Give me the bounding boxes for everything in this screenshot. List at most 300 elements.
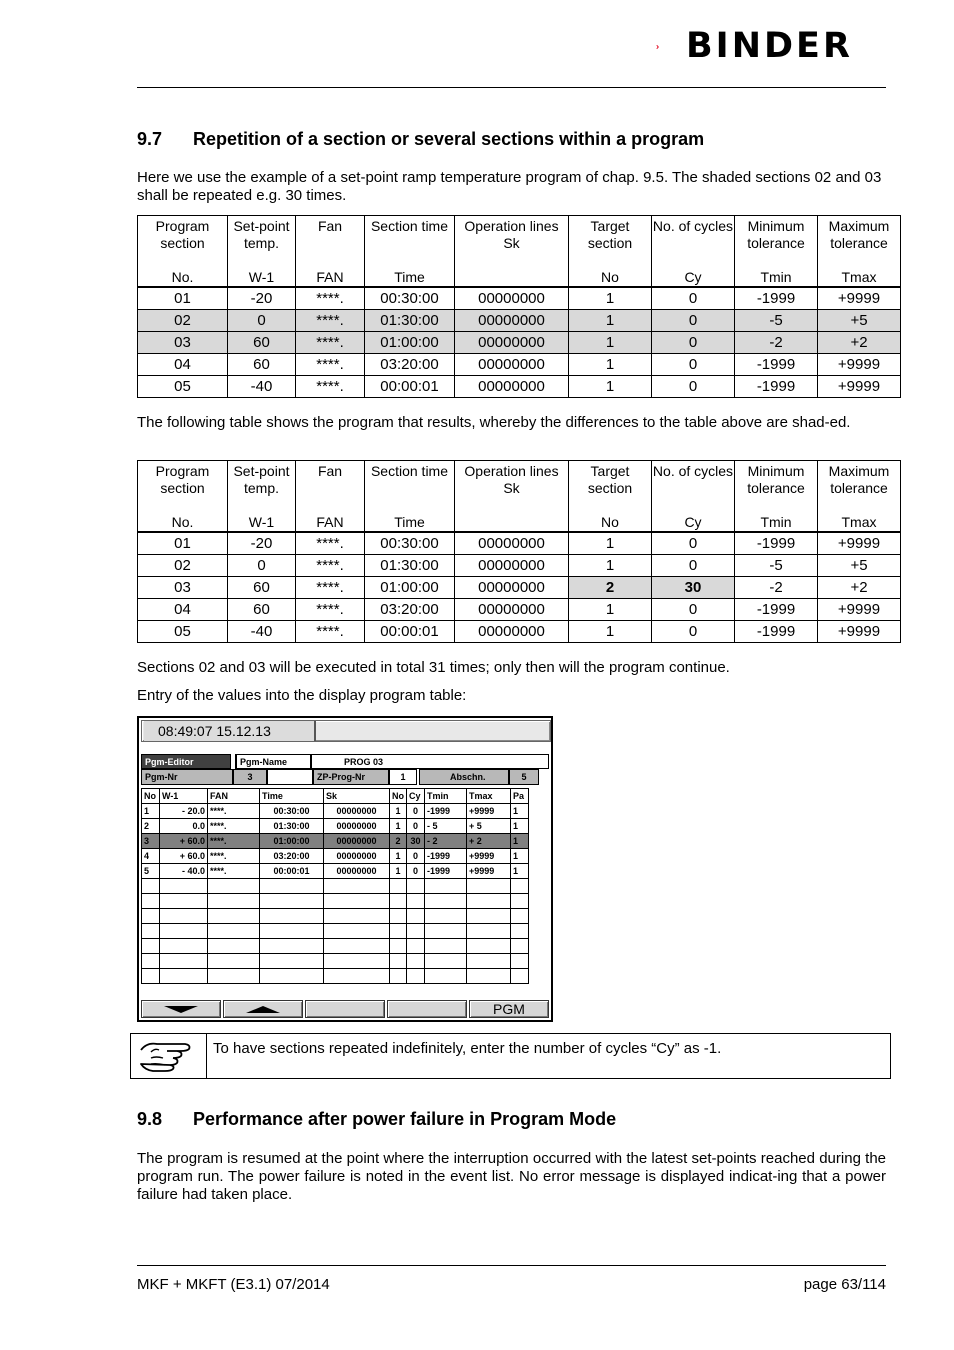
cell-cycles: 30 bbox=[652, 577, 735, 599]
display-table-row[interactable] bbox=[142, 864, 529, 879]
cell-fan: ****. bbox=[296, 310, 365, 332]
header-section-time bbox=[365, 461, 455, 533]
cell-cycles: 0 bbox=[652, 354, 735, 376]
header-label: Program section bbox=[155, 218, 210, 251]
cell-section-time: 01:30:00 bbox=[365, 310, 455, 332]
header-symbol: W-1 bbox=[248, 269, 275, 285]
cell-fan: ****. bbox=[296, 376, 365, 398]
display-empty-cell bbox=[511, 879, 529, 894]
display-empty-cell bbox=[324, 894, 390, 909]
note-cell bbox=[131, 1034, 207, 1078]
display-empty-cell bbox=[160, 924, 208, 939]
display-column-header: Time bbox=[260, 789, 324, 804]
cell-section-no: 05 bbox=[138, 376, 228, 398]
cell-set-point: 60 bbox=[228, 599, 296, 621]
display-column-header: No bbox=[142, 789, 160, 804]
cell-operation-lines: 00000000 bbox=[455, 332, 569, 354]
display-button-bar bbox=[141, 1000, 549, 1018]
header-symbol: Cy bbox=[684, 514, 702, 530]
header-set-point bbox=[228, 461, 296, 533]
header-label: Operation lines Sk bbox=[464, 218, 559, 251]
cell-section-no: 02 bbox=[138, 310, 228, 332]
cell-tmin: -1999 bbox=[735, 287, 818, 310]
display-empty-cell bbox=[142, 894, 160, 909]
between-paragraph: The following table shows the program that results, whereby the differences to the table above are shad-ed. bbox=[137, 414, 851, 431]
display-table-row[interactable] bbox=[142, 819, 529, 834]
pgm-name-value[interactable]: PROG 03 bbox=[311, 754, 549, 769]
display-empty-cell bbox=[142, 939, 160, 954]
display-cell[interactable]: 4 bbox=[142, 849, 160, 864]
blank-button-1[interactable] bbox=[305, 1000, 385, 1018]
blank-button-2[interactable] bbox=[387, 1000, 467, 1018]
header-section-no bbox=[138, 461, 228, 533]
section-heading-9-7 bbox=[137, 128, 704, 150]
display-empty-row bbox=[142, 954, 529, 969]
cell-section-no: 05 bbox=[138, 621, 228, 643]
display-cell[interactable]: -1999 bbox=[425, 849, 467, 864]
cell-fan: ****. bbox=[296, 287, 365, 310]
cell-tmax: +9999 bbox=[818, 621, 901, 643]
display-empty-cell bbox=[425, 909, 467, 924]
display-empty-cell bbox=[160, 909, 208, 924]
display-empty-cell bbox=[390, 954, 407, 969]
display-empty-cell bbox=[324, 954, 390, 969]
display-cell[interactable]: 0 bbox=[407, 819, 425, 834]
display-cell[interactable]: + 60.0 bbox=[160, 834, 208, 849]
cell-set-point: 0 bbox=[228, 555, 296, 577]
display-cell[interactable]: 1 bbox=[390, 849, 407, 864]
header-cycles bbox=[652, 216, 735, 288]
display-empty-cell bbox=[407, 969, 425, 984]
display-cell[interactable]: 2 bbox=[142, 819, 160, 834]
header-tmax bbox=[818, 461, 901, 533]
header-fan bbox=[296, 216, 365, 288]
cell-operation-lines: 00000000 bbox=[455, 310, 569, 332]
display-table-row[interactable] bbox=[142, 804, 529, 819]
display-cell[interactable]: ****. bbox=[208, 864, 260, 879]
display-empty-cell bbox=[511, 954, 529, 969]
display-empty-cell bbox=[407, 924, 425, 939]
display-empty-cell bbox=[142, 879, 160, 894]
display-cell[interactable]: +9999 bbox=[467, 804, 511, 819]
pgm-name-label: Pgm-Name bbox=[235, 754, 311, 769]
display-column-header: Sk bbox=[324, 789, 390, 804]
table-row bbox=[138, 354, 901, 376]
display-cell[interactable]: 1 bbox=[142, 804, 160, 819]
cell-fan: ****. bbox=[296, 599, 365, 621]
cell-set-point: 0 bbox=[228, 310, 296, 332]
header-label: Fan bbox=[317, 218, 343, 234]
display-empty-cell bbox=[425, 894, 467, 909]
display-column-header: Cy bbox=[407, 789, 425, 804]
header-label: Section time bbox=[370, 218, 449, 234]
zp-prog-nr-value[interactable]: 1 bbox=[389, 769, 417, 785]
table-row bbox=[138, 310, 901, 332]
header-symbol bbox=[455, 269, 568, 286]
display-cell[interactable]: 00000000 bbox=[324, 834, 390, 849]
display-cell[interactable]: 00:00:01 bbox=[260, 864, 324, 879]
pgm-nr-value[interactable]: 3 bbox=[233, 769, 267, 785]
cell-tmax: +9999 bbox=[818, 354, 901, 376]
display-empty-cell bbox=[467, 954, 511, 969]
display-empty-cell bbox=[511, 894, 529, 909]
display-title-bar bbox=[141, 720, 551, 742]
cell-target-section: 1 bbox=[569, 287, 652, 310]
header-symbol: Tmax bbox=[841, 514, 877, 530]
display-empty-cell bbox=[407, 939, 425, 954]
header-label: Program section bbox=[155, 463, 210, 496]
header-operation-lines bbox=[455, 216, 569, 288]
display-cell[interactable]: 0.0 bbox=[160, 819, 208, 834]
display-empty-cell bbox=[467, 924, 511, 939]
cell-tmin: -5 bbox=[735, 310, 818, 332]
display-nr-row bbox=[141, 769, 549, 785]
cell-set-point: 60 bbox=[228, 332, 296, 354]
footer-page-number: page 63/114 bbox=[803, 1276, 886, 1293]
display-cell[interactable]: 03:20:00 bbox=[260, 849, 324, 864]
table-row bbox=[138, 376, 901, 398]
header-tmin bbox=[735, 216, 818, 288]
cell-cycles: 0 bbox=[652, 555, 735, 577]
display-cell[interactable]: + 2 bbox=[467, 834, 511, 849]
section-heading-9-8 bbox=[137, 1108, 616, 1130]
cell-section-time: 03:20:00 bbox=[365, 599, 455, 621]
display-cell[interactable]: 00000000 bbox=[324, 804, 390, 819]
display-cell[interactable]: -1999 bbox=[425, 864, 467, 879]
cell-cycles: 0 bbox=[652, 599, 735, 621]
cell-fan: ****. bbox=[296, 332, 365, 354]
header-tmax bbox=[818, 216, 901, 288]
display-empty-cell bbox=[467, 879, 511, 894]
display-empty-row bbox=[142, 879, 529, 894]
display-spacer bbox=[267, 769, 313, 785]
cell-target-section: 2 bbox=[569, 577, 652, 599]
display-empty-cell bbox=[208, 909, 260, 924]
display-empty-row bbox=[142, 939, 529, 954]
header-label: Minimum tolerance bbox=[747, 463, 805, 496]
display-empty-cell bbox=[407, 879, 425, 894]
display-empty-cell bbox=[208, 939, 260, 954]
abschn-value[interactable]: 5 bbox=[509, 769, 539, 785]
header-label: Maximum tolerance bbox=[828, 463, 890, 496]
cell-target-section: 1 bbox=[569, 332, 652, 354]
pgm-button[interactable]: PGM bbox=[469, 1000, 549, 1018]
display-column-header: No bbox=[390, 789, 407, 804]
cell-tmax: +9999 bbox=[818, 599, 901, 621]
cell-target-section: 1 bbox=[569, 555, 652, 577]
cell-section-time: 01:00:00 bbox=[365, 577, 455, 599]
display-cell[interactable]: ****. bbox=[208, 849, 260, 864]
header-symbol: Tmin bbox=[760, 269, 792, 285]
cell-target-section: 1 bbox=[569, 354, 652, 376]
header-label: No. of cycles bbox=[652, 463, 734, 479]
cell-section-time: 00:00:01 bbox=[365, 376, 455, 398]
scroll-up-button[interactable] bbox=[223, 1000, 303, 1018]
display-empty-cell bbox=[324, 939, 390, 954]
header-symbol: Time bbox=[394, 269, 425, 285]
display-empty-cell bbox=[260, 879, 324, 894]
display-empty-cell bbox=[208, 924, 260, 939]
abschn-label: Abschn. bbox=[419, 769, 509, 785]
header-symbol: Cy bbox=[684, 269, 702, 285]
display-empty-cell bbox=[208, 954, 260, 969]
display-cell[interactable]: 0 bbox=[407, 849, 425, 864]
display-empty-cell bbox=[425, 969, 467, 984]
display-empty-cell bbox=[425, 939, 467, 954]
display-empty-cell bbox=[324, 879, 390, 894]
pointing-hand-icon bbox=[137, 1036, 197, 1076]
cell-operation-lines: 00000000 bbox=[455, 555, 569, 577]
cell-tmin: -1999 bbox=[735, 354, 818, 376]
cell-set-point: -40 bbox=[228, 376, 296, 398]
cell-section-no: 03 bbox=[138, 332, 228, 354]
result-paragraph: Sections 02 and 03 will be executed in total 31 times; only then will the program continue. bbox=[137, 659, 730, 676]
header-symbol: W-1 bbox=[248, 514, 275, 530]
cell-tmin: -2 bbox=[735, 577, 818, 599]
cell-fan: ****. bbox=[296, 532, 365, 555]
cell-tmax: +9999 bbox=[818, 287, 901, 310]
table-header-row bbox=[138, 461, 901, 533]
display-cell[interactable]: 0 bbox=[407, 864, 425, 879]
header-label: Target section bbox=[587, 463, 633, 496]
display-empty-cell bbox=[511, 969, 529, 984]
cell-fan: ****. bbox=[296, 555, 365, 577]
section-title: Repetition of a section or several sections within a program bbox=[193, 129, 705, 149]
cell-cycles: 0 bbox=[652, 310, 735, 332]
section-title: Performance after power failure in Program Mode bbox=[193, 1109, 617, 1129]
display-empty-cell bbox=[260, 939, 324, 954]
display-empty-cell bbox=[390, 909, 407, 924]
display-empty-cell bbox=[390, 894, 407, 909]
cell-section-no: 02 bbox=[138, 555, 228, 577]
display-cell[interactable]: 1 bbox=[511, 864, 529, 879]
display-empty-cell bbox=[425, 954, 467, 969]
cell-target-section: 1 bbox=[569, 621, 652, 643]
display-cell[interactable]: +9999 bbox=[467, 864, 511, 879]
cell-section-time: 00:00:01 bbox=[365, 621, 455, 643]
display-cell[interactable]: 00000000 bbox=[324, 849, 390, 864]
binder-logo-arrow-icon bbox=[656, 30, 684, 64]
display-empty-cell bbox=[160, 879, 208, 894]
header-operation-lines bbox=[455, 461, 569, 533]
cell-section-no: 04 bbox=[138, 599, 228, 621]
display-empty-cell bbox=[260, 954, 324, 969]
cell-target-section: 1 bbox=[569, 599, 652, 621]
display-empty-cell bbox=[511, 924, 529, 939]
header-label: Minimum tolerance bbox=[747, 218, 805, 251]
cell-cycles: 0 bbox=[652, 621, 735, 643]
display-cell[interactable]: 1 bbox=[511, 804, 529, 819]
display-empty-cell bbox=[160, 969, 208, 984]
display-empty-cell bbox=[425, 924, 467, 939]
display-cell[interactable]: 0 bbox=[407, 804, 425, 819]
display-cell[interactable]: 1 bbox=[511, 849, 529, 864]
program-table-result bbox=[137, 460, 901, 643]
display-cell[interactable]: + 60.0 bbox=[160, 849, 208, 864]
pgm-nr-label: Pgm-Nr bbox=[141, 769, 233, 785]
display-cell[interactable]: ****. bbox=[208, 834, 260, 849]
display-empty-cell bbox=[467, 909, 511, 924]
display-empty-cell bbox=[160, 939, 208, 954]
display-cell[interactable]: -1999 bbox=[425, 804, 467, 819]
section-number: 9.7 bbox=[137, 129, 163, 149]
cell-set-point: -20 bbox=[228, 532, 296, 555]
arrow-down-icon bbox=[164, 1005, 198, 1015]
cell-operation-lines: 00000000 bbox=[455, 287, 569, 310]
cell-cycles: 0 bbox=[652, 532, 735, 555]
display-empty-cell bbox=[142, 954, 160, 969]
display-column-header: Tmax bbox=[467, 789, 511, 804]
cell-fan: ****. bbox=[296, 621, 365, 643]
display-empty-cell bbox=[324, 909, 390, 924]
table-row bbox=[138, 332, 901, 354]
table-row bbox=[138, 532, 901, 555]
intro-paragraph: Here we use the example of a set-point ramp temperature program of chap. 9.5. The shaded sections 02 and 03 shall be repeated e.g. 30 times. bbox=[137, 169, 882, 204]
display-empty-cell bbox=[390, 924, 407, 939]
display-empty-cell bbox=[467, 939, 511, 954]
entry-paragraph: Entry of the values into the display program table: bbox=[137, 687, 467, 704]
cell-operation-lines: 00000000 bbox=[455, 376, 569, 398]
display-cell[interactable]: ****. bbox=[208, 804, 260, 819]
header-target-section bbox=[569, 461, 652, 533]
display-empty-cell bbox=[208, 894, 260, 909]
display-cell[interactable]: 1 bbox=[390, 819, 407, 834]
display-empty-cell bbox=[407, 909, 425, 924]
cell-section-time: 00:30:00 bbox=[365, 287, 455, 310]
power-failure-paragraph: The program is resumed at the point where the interruption occurred with the latest set-points reached during the program run. The power failure is noted in the event list. No error message is displayed indicat-ing that a power failure had taken place. bbox=[137, 1150, 886, 1203]
cell-tmin: -5 bbox=[735, 555, 818, 577]
display-cell[interactable]: 2 bbox=[390, 834, 407, 849]
zp-prog-nr-label: ZP-Prog-Nr bbox=[313, 769, 389, 785]
cell-operation-lines: 00000000 bbox=[455, 532, 569, 555]
header-symbol: Time bbox=[394, 514, 425, 530]
display-cell[interactable]: - 5 bbox=[425, 819, 467, 834]
header-label: Section time bbox=[370, 463, 449, 479]
cell-tmax: +5 bbox=[818, 310, 901, 332]
display-table-row[interactable] bbox=[142, 834, 529, 849]
display-cell[interactable]: - 2 bbox=[425, 834, 467, 849]
scroll-down-button[interactable] bbox=[141, 1000, 221, 1018]
table-row bbox=[138, 577, 901, 599]
display-cell[interactable]: 1 bbox=[390, 804, 407, 819]
display-cell[interactable]: 01:00:00 bbox=[260, 834, 324, 849]
display-empty-cell bbox=[407, 954, 425, 969]
section-number: 9.8 bbox=[137, 1109, 163, 1129]
cell-section-no: 01 bbox=[138, 287, 228, 310]
table-row bbox=[138, 287, 901, 310]
arrow-up-icon bbox=[246, 1004, 280, 1014]
display-cell[interactable]: 30 bbox=[407, 834, 425, 849]
cell-set-point: -40 bbox=[228, 621, 296, 643]
display-cell[interactable]: 00:30:00 bbox=[260, 804, 324, 819]
display-empty-cell bbox=[260, 894, 324, 909]
display-header-row bbox=[142, 789, 529, 804]
header-label: Set-point temp. bbox=[233, 218, 290, 251]
cell-set-point: 60 bbox=[228, 577, 296, 599]
header-symbol: No. bbox=[171, 514, 194, 530]
display-column-header: Tmin bbox=[425, 789, 467, 804]
cell-target-section: 1 bbox=[569, 376, 652, 398]
table-row bbox=[138, 621, 901, 643]
header-symbol: No bbox=[601, 514, 619, 530]
display-cell[interactable]: 1 bbox=[511, 834, 529, 849]
display-cell[interactable]: 1 bbox=[390, 864, 407, 879]
cell-section-time: 01:00:00 bbox=[365, 332, 455, 354]
cell-target-section: 1 bbox=[569, 310, 652, 332]
display-empty-cell bbox=[324, 969, 390, 984]
display-empty-cell bbox=[260, 969, 324, 984]
header-symbol: No. bbox=[171, 269, 194, 285]
display-cell[interactable]: - 40.0 bbox=[160, 864, 208, 879]
display-empty-cell bbox=[511, 909, 529, 924]
display-cell[interactable]: 01:30:00 bbox=[260, 819, 324, 834]
cell-tmax: +2 bbox=[818, 332, 901, 354]
display-cell[interactable]: 3 bbox=[142, 834, 160, 849]
display-cell[interactable]: + 5 bbox=[467, 819, 511, 834]
note-text: To have sections repeated indefinitely, enter the number of cycles “Cy” as -1. bbox=[213, 1040, 722, 1057]
cell-tmin: -1999 bbox=[735, 376, 818, 398]
display-column-header: Pa bbox=[511, 789, 529, 804]
header-symbol: FAN bbox=[316, 269, 344, 285]
display-empty-row bbox=[142, 969, 529, 984]
display-empty-cell bbox=[467, 894, 511, 909]
cell-section-no: 04 bbox=[138, 354, 228, 376]
header-symbol: Tmin bbox=[760, 514, 792, 530]
display-program-table bbox=[141, 788, 529, 984]
display-cell[interactable]: +9999 bbox=[467, 849, 511, 864]
display-cell[interactable]: 5 bbox=[142, 864, 160, 879]
program-table-original bbox=[137, 215, 901, 398]
display-empty-cell bbox=[160, 894, 208, 909]
cell-cycles: 0 bbox=[652, 376, 735, 398]
display-empty-row bbox=[142, 909, 529, 924]
display-column-header: W-1 bbox=[160, 789, 208, 804]
header-symbol: FAN bbox=[316, 514, 344, 530]
footer-rule bbox=[137, 1265, 886, 1266]
display-cell[interactable]: - 20.0 bbox=[160, 804, 208, 819]
display-cell[interactable]: 00000000 bbox=[324, 819, 390, 834]
header-label: Maximum tolerance bbox=[828, 218, 890, 251]
display-empty-cell bbox=[425, 879, 467, 894]
header-section-time bbox=[365, 216, 455, 288]
display-cell[interactable]: 1 bbox=[511, 819, 529, 834]
display-empty-cell bbox=[467, 969, 511, 984]
display-empty-cell bbox=[142, 909, 160, 924]
display-cell[interactable]: 00000000 bbox=[324, 864, 390, 879]
header-label: Fan bbox=[317, 463, 343, 479]
table-row bbox=[138, 599, 901, 621]
display-empty-cell bbox=[407, 894, 425, 909]
header-symbol: No bbox=[601, 269, 619, 285]
header-set-point bbox=[228, 216, 296, 288]
display-cell[interactable]: ****. bbox=[208, 819, 260, 834]
display-empty-cell bbox=[208, 969, 260, 984]
table-row bbox=[138, 555, 901, 577]
display-empty-cell bbox=[142, 924, 160, 939]
cell-tmin: -1999 bbox=[735, 621, 818, 643]
display-screen bbox=[137, 716, 553, 1022]
display-table-row[interactable] bbox=[142, 849, 529, 864]
header-symbol bbox=[455, 514, 568, 531]
header-tmin bbox=[735, 461, 818, 533]
cell-operation-lines: 00000000 bbox=[455, 599, 569, 621]
cell-operation-lines: 00000000 bbox=[455, 354, 569, 376]
cell-tmax: +2 bbox=[818, 577, 901, 599]
display-empty-cell bbox=[260, 909, 324, 924]
display-empty-cell bbox=[390, 939, 407, 954]
cell-tmin: -1999 bbox=[735, 532, 818, 555]
cell-section-time: 01:30:00 bbox=[365, 555, 455, 577]
